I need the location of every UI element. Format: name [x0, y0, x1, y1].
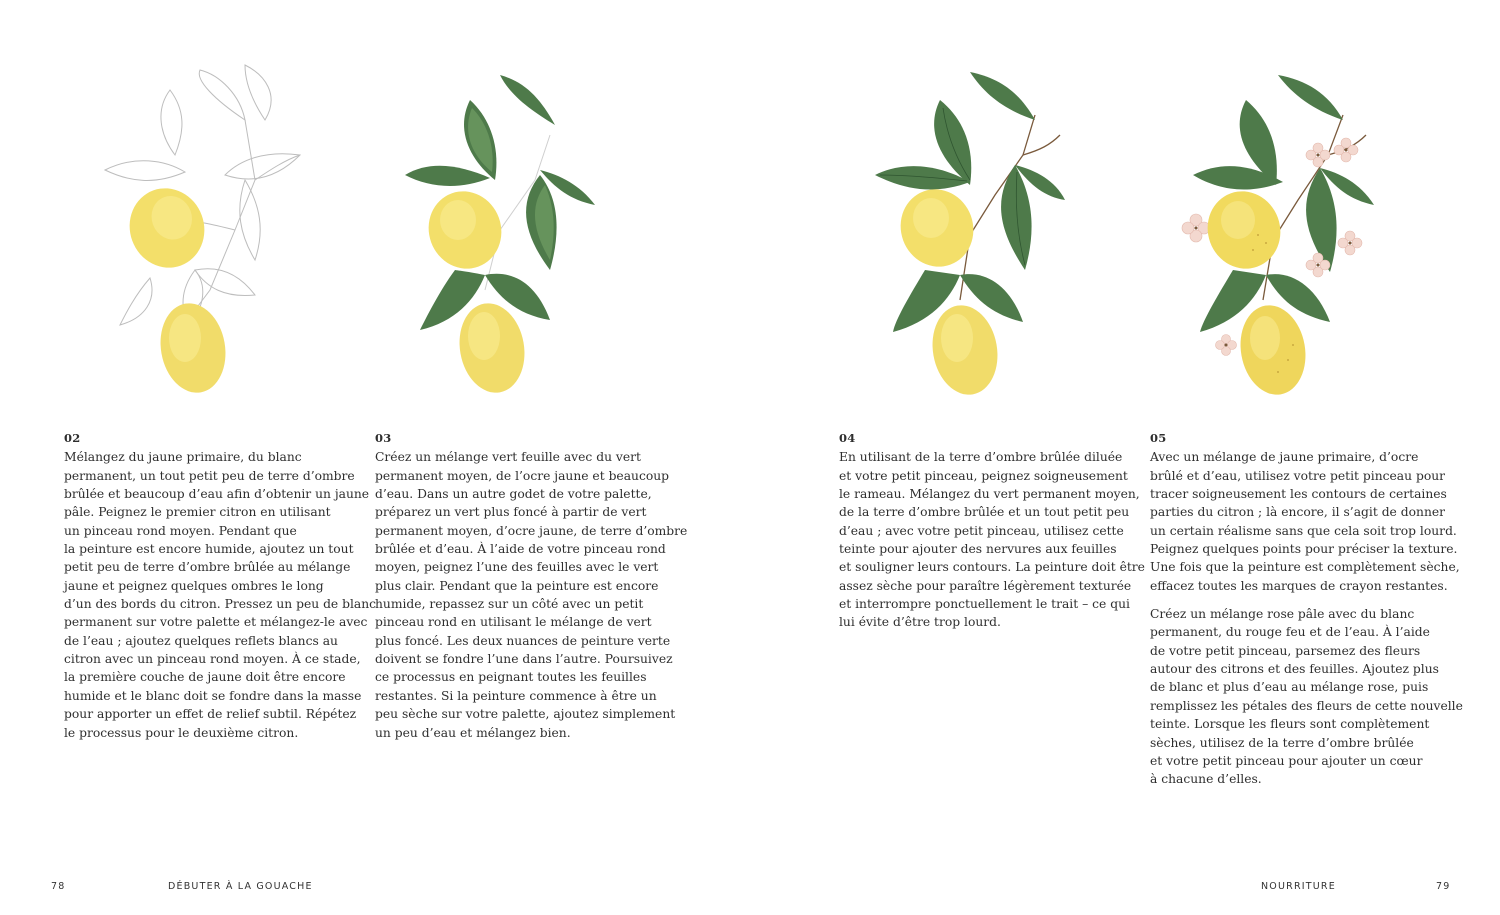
text-line: humide, repassez sur un côté avec un petit	[375, 597, 644, 612]
step-number: 05	[1150, 431, 1167, 445]
text-line: Mélangez du jaune primaire, du blanc	[64, 450, 302, 465]
illustration-step-05-blossoms	[1178, 60, 1438, 405]
text-line: un certain réalisme sans que cela soit trop lourd.	[1150, 523, 1457, 538]
text-line: teinte pour ajouter des nervures aux feuilles	[839, 542, 1117, 557]
text-line: la peinture est encore humide, ajoutez un tout	[64, 542, 354, 557]
text-line: peu sèche sur votre palette, ajoutez simplement	[375, 707, 676, 722]
text-line: En utilisant de la terre d’ombre brûlée diluée	[839, 450, 1123, 465]
text-line: d’eau. Dans un autre godet de votre palette,	[375, 487, 652, 502]
text-line: Avec un mélange de jaune primaire, d’ocre	[1150, 450, 1419, 465]
text-line: brûlée et beaucoup d’eau afin d’obtenir un jaune	[64, 487, 370, 502]
left-page-number: 78	[51, 881, 66, 892]
step-05-text	[1150, 448, 1463, 595]
text-line: teinte. Lorsque les fleurs sont complètement	[1150, 717, 1430, 732]
text-line: un peu d’eau et mélangez bien.	[375, 725, 571, 740]
text-line: permanent, un tout petit peu de terre d’ombre	[64, 468, 355, 483]
text-line: de blanc et plus d’eau au mélange rose, puis	[1150, 680, 1429, 695]
text-line: sèches, utilisez de la terre d’ombre brûlée	[1150, 735, 1414, 750]
text-line: préparez un vert plus foncé à partir de vert	[375, 505, 647, 520]
step-05-text-second-paragraph	[1150, 605, 1463, 788]
text-line: tracer soigneusement les contours de certaines	[1150, 487, 1447, 502]
text-line: humide et le blanc doit se fondre dans la masse	[64, 688, 362, 703]
text-line: pinceau rond en utilisant le mélange de vert	[375, 615, 652, 630]
text-line: et souligner leurs contours. La peinture doit être	[839, 560, 1145, 575]
step-number: 03	[375, 431, 392, 445]
text-line: un pinceau rond moyen. Pendant que	[64, 523, 297, 538]
text-line: permanent sur votre palette et mélangez-le avec	[64, 615, 368, 630]
text-line: d’un des bords du citron. Pressez un peu de blanc	[64, 597, 377, 612]
text-line: jaune et peignez quelques ombres le long	[64, 578, 324, 593]
text-line: citron avec un pinceau rond moyen. À ce stade,	[64, 652, 361, 667]
text-line: d’eau ; avec votre petit pinceau, utilisez cette	[839, 523, 1124, 538]
text-line: la première couche de jaune doit être encore	[64, 670, 346, 685]
text-line: Peignez quelques points pour préciser la texture.	[1150, 542, 1458, 557]
text-line: Une fois que la peinture est complètement sèche,	[1150, 560, 1460, 575]
step-05-column	[1150, 429, 1463, 789]
text-line: permanent moyen, d’ocre jaune, de terre d’ombre	[375, 523, 688, 538]
step-03-column	[375, 429, 687, 742]
text-line: doivent se fondre l’une dans l’autre. Poursuivez	[375, 652, 673, 667]
text-line: et votre petit pinceau pour ajouter un cœur	[1150, 753, 1423, 768]
step-number: 02	[64, 431, 81, 445]
text-line: petit peu de terre d’ombre brûlée au mélange	[64, 560, 351, 575]
step-02-text	[64, 448, 376, 742]
text-line: de l’eau ; ajoutez quelques reflets blancs au	[64, 633, 338, 648]
step-02-column	[64, 429, 376, 742]
text-line: brûlé et d’eau, utilisez votre petit pinceau pour	[1150, 468, 1446, 483]
text-line: permanent moyen, de l’ocre jaune et beaucoup	[375, 468, 670, 483]
step-03-text	[375, 448, 687, 742]
text-line: de votre petit pinceau, parsemez des fleurs	[1150, 643, 1421, 658]
text-line: assez sèche pour paraître légèrement texturée	[839, 578, 1132, 593]
text-line: parties du citron ; là encore, il s’agit de donner	[1150, 505, 1446, 520]
text-line: pour apporter un effet de relief subtil. Répétez	[64, 707, 357, 722]
text-line: moyen, peignez l’une des feuilles avec le vert	[375, 560, 659, 575]
text-line: plus clair. Pendant que la peinture est encore	[375, 578, 659, 593]
step-number: 04	[839, 431, 856, 445]
text-line: plus foncé. Les deux nuances de peinture verte	[375, 633, 671, 648]
text-line: et interrompre ponctuellement le trait – ce qui	[839, 597, 1130, 612]
text-line: Créez un mélange rose pâle avec du blanc	[1150, 607, 1415, 622]
left-running-title: DÉBUTER À LA GOUACHE	[168, 881, 313, 892]
text-line: et votre petit pinceau, peignez soigneusement	[839, 468, 1128, 483]
text-line: Créez un mélange vert feuille avec du vert	[375, 450, 641, 465]
text-line: pâle. Peignez le premier citron en utilisant	[64, 505, 331, 520]
step-04-text	[839, 448, 1145, 631]
step-04-column	[839, 429, 1145, 632]
text-line: brûlée et d’eau. À l’aide de votre pinceau rond	[375, 542, 666, 557]
text-line: ce processus en peignant toutes les feuilles	[375, 670, 647, 685]
text-line: restantes. Si la peinture commence à être un	[375, 688, 657, 703]
text-line: à chacune d’elles.	[1150, 772, 1262, 787]
text-line: autour des citrons et des feuilles. Ajoutez plus	[1150, 662, 1439, 677]
text-line: le processus pour le deuxième citron.	[64, 725, 299, 740]
text-line: remplissez les pétales des fleurs de cette nouvelle	[1150, 698, 1463, 713]
right-running-title: NOURRITURE	[1261, 881, 1336, 892]
text-line: lui évite d’être trop lourd.	[839, 615, 1001, 630]
text-line: effacez toutes les marques de crayon restantes.	[1150, 578, 1448, 593]
text-line: permanent, du rouge feu et de l’eau. À l’aide	[1150, 625, 1430, 640]
illustration-step-02-pencil-sketch	[95, 60, 355, 405]
right-page-number: 79	[1436, 881, 1451, 892]
illustration-step-04-stem	[875, 60, 1135, 405]
text-line: de la terre d’ombre brûlée et un tout petit peu	[839, 505, 1130, 520]
illustration-step-03-leaves	[400, 60, 660, 405]
text-line: le rameau. Mélangez du vert permanent moyen,	[839, 487, 1140, 502]
